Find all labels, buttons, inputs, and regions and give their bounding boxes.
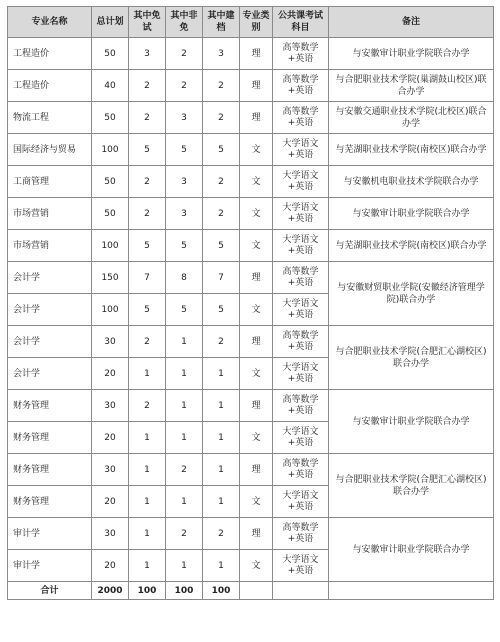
nonexempt-cell: 1: [166, 486, 203, 518]
exam-subject-cell: 高等数学+英语: [273, 454, 329, 486]
total-plan-cell: 30: [92, 518, 129, 550]
exempt-cell: 1: [129, 358, 166, 390]
total-nonexempt-sum: 100: [166, 582, 203, 600]
exempt-cell: 1: [129, 454, 166, 486]
total-plan-cell: 50: [92, 166, 129, 198]
major-name-cell: 国际经济与贸易: [8, 134, 92, 166]
archive-cell: 7: [203, 262, 240, 294]
major-name-cell: 会计学: [8, 294, 92, 326]
category-cell: 理: [240, 70, 273, 102]
remarks-cell: 与安徽交通职业技术学院(北校区)联合办学: [329, 102, 494, 134]
total-empty-cell: [329, 582, 494, 600]
total-archive-sum: 100: [203, 582, 240, 600]
major-name-cell: 财务管理: [8, 486, 92, 518]
exam-subject-cell: 高等数学+英语: [273, 70, 329, 102]
exempt-cell: 1: [129, 518, 166, 550]
remarks-cell: 与安徽审计职业学院联合办学: [329, 518, 494, 582]
exempt-cell: 1: [129, 550, 166, 582]
archive-cell: 1: [203, 358, 240, 390]
exempt-cell: 2: [129, 70, 166, 102]
table-row: [8, 38, 494, 70]
total-plan-cell: 30: [92, 454, 129, 486]
remarks-cell: 与合肥职业技术学院(合肥汇心湖校区)联合办学: [329, 326, 494, 390]
total-plan-cell: 30: [92, 326, 129, 358]
exempt-cell: 3: [129, 38, 166, 70]
exam-subject-cell: 大学语文+英语: [273, 294, 329, 326]
header-non-exempt: 其中非免: [166, 7, 203, 38]
archive-cell: 2: [203, 326, 240, 358]
archive-cell: 1: [203, 486, 240, 518]
table-row: [8, 454, 494, 486]
nonexempt-cell: 3: [166, 166, 203, 198]
exam-subject-cell: 大学语文+英语: [273, 486, 329, 518]
major-name-cell: 财务管理: [8, 454, 92, 486]
total-plan-cell: 20: [92, 358, 129, 390]
major-name-cell: 工程造价: [8, 70, 92, 102]
exam-subject-cell: 大学语文+英语: [273, 230, 329, 262]
exam-subject-cell: 高等数学+英语: [273, 518, 329, 550]
category-cell: 文: [240, 550, 273, 582]
exam-subject-cell: 大学语文+英语: [273, 422, 329, 454]
remarks-cell: 与安徽机电职业技术学院联合办学: [329, 166, 494, 198]
total-plan-cell: 50: [92, 102, 129, 134]
archive-cell: 2: [203, 198, 240, 230]
remarks-cell: 与合肥职业技术学院(巢湖鼓山校区)联合办学: [329, 70, 494, 102]
header-archive: 其中建档: [203, 7, 240, 38]
total-plan-cell: 100: [92, 230, 129, 262]
archive-cell: 5: [203, 294, 240, 326]
total-plan-cell: 40: [92, 70, 129, 102]
header-major-name: 专业名称: [8, 7, 92, 38]
major-name-cell: 市场营销: [8, 198, 92, 230]
major-name-cell: 会计学: [8, 326, 92, 358]
table-row: [8, 262, 494, 294]
category-cell: 理: [240, 38, 273, 70]
major-name-cell: 物流工程: [8, 102, 92, 134]
enrollment-table-wrapper: [7, 6, 494, 600]
archive-cell: 2: [203, 518, 240, 550]
exam-subject-cell: 高等数学+英语: [273, 102, 329, 134]
nonexempt-cell: 2: [166, 454, 203, 486]
total-plan-cell: 20: [92, 422, 129, 454]
table-row: [8, 518, 494, 550]
remarks-cell: 与安徽审计职业学院联合办学: [329, 38, 494, 70]
nonexempt-cell: 3: [166, 198, 203, 230]
total-plan-cell: 50: [92, 198, 129, 230]
archive-cell: 1: [203, 422, 240, 454]
remarks-cell: 与芜湖职业技术学院(南校区)联合办学: [329, 134, 494, 166]
total-plan-cell: 20: [92, 550, 129, 582]
nonexempt-cell: 1: [166, 358, 203, 390]
major-name-cell: 会计学: [8, 358, 92, 390]
nonexempt-cell: 5: [166, 294, 203, 326]
nonexempt-cell: 1: [166, 326, 203, 358]
total-plan-cell: 150: [92, 262, 129, 294]
remarks-cell: 与合肥职业技术学院(合肥汇心湖校区)联合办学: [329, 454, 494, 518]
archive-cell: 2: [203, 70, 240, 102]
major-name-cell: 财务管理: [8, 390, 92, 422]
category-cell: 理: [240, 326, 273, 358]
total-plan-cell: 50: [92, 38, 129, 70]
total-exempt-sum: 100: [129, 582, 166, 600]
total-empty-cell: [240, 582, 273, 600]
exempt-cell: 1: [129, 486, 166, 518]
nonexempt-cell: 1: [166, 390, 203, 422]
major-name-cell: 审计学: [8, 550, 92, 582]
category-cell: 理: [240, 102, 273, 134]
exam-subject-cell: 高等数学+英语: [273, 38, 329, 70]
archive-cell: 1: [203, 550, 240, 582]
total-plan-cell: 100: [92, 294, 129, 326]
header-exam-subject: 公共课考试科目: [273, 7, 329, 38]
major-name-cell: 市场营销: [8, 230, 92, 262]
category-cell: 文: [240, 166, 273, 198]
nonexempt-cell: 5: [166, 134, 203, 166]
enrollment-plan-table: [7, 6, 494, 600]
exam-subject-cell: 大学语文+英语: [273, 166, 329, 198]
header-remarks: 备注: [329, 7, 494, 38]
exempt-cell: 2: [129, 166, 166, 198]
major-name-cell: 审计学: [8, 518, 92, 550]
category-cell: 文: [240, 422, 273, 454]
major-name-cell: 工商管理: [8, 166, 92, 198]
header-row: [8, 7, 494, 38]
remarks-cell: 与安徽财贸职业学院(安徽经济管理学院)联合办学: [329, 262, 494, 326]
total-plan-sum: 2000: [92, 582, 129, 600]
exam-subject-cell: 高等数学+英语: [273, 262, 329, 294]
total-label: 合计: [8, 582, 92, 600]
exam-subject-cell: 大学语文+英语: [273, 358, 329, 390]
archive-cell: 2: [203, 102, 240, 134]
archive-cell: 1: [203, 454, 240, 486]
remarks-cell: 与安徽审计职业学院联合办学: [329, 198, 494, 230]
exempt-cell: 5: [129, 294, 166, 326]
category-cell: 理: [240, 454, 273, 486]
archive-cell: 2: [203, 166, 240, 198]
table-row: [8, 230, 494, 262]
archive-cell: 1: [203, 390, 240, 422]
nonexempt-cell: 8: [166, 262, 203, 294]
category-cell: 理: [240, 262, 273, 294]
exempt-cell: 1: [129, 422, 166, 454]
table-row: [8, 102, 494, 134]
exempt-cell: 2: [129, 102, 166, 134]
table-body: [8, 38, 494, 582]
nonexempt-cell: 5: [166, 230, 203, 262]
exam-subject-cell: 大学语文+英语: [273, 134, 329, 166]
exempt-cell: 7: [129, 262, 166, 294]
header-category: 专业类别: [240, 7, 273, 38]
nonexempt-cell: 2: [166, 38, 203, 70]
total-plan-cell: 30: [92, 390, 129, 422]
major-name-cell: 工程造价: [8, 38, 92, 70]
remarks-cell: 与芜湖职业技术学院(南校区)联合办学: [329, 230, 494, 262]
archive-cell: 5: [203, 230, 240, 262]
total-plan-cell: 100: [92, 134, 129, 166]
total-empty-cell: [273, 582, 329, 600]
nonexempt-cell: 1: [166, 422, 203, 454]
exam-subject-cell: 高等数学+英语: [273, 390, 329, 422]
exempt-cell: 2: [129, 326, 166, 358]
header-total-plan: 总计划: [92, 7, 129, 38]
exempt-cell: 5: [129, 230, 166, 262]
table-row: [8, 70, 494, 102]
major-name-cell: 会计学: [8, 262, 92, 294]
category-cell: 文: [240, 198, 273, 230]
nonexempt-cell: 2: [166, 518, 203, 550]
exempt-cell: 2: [129, 198, 166, 230]
exempt-cell: 2: [129, 390, 166, 422]
category-cell: 文: [240, 294, 273, 326]
total-row: [8, 582, 494, 600]
nonexempt-cell: 2: [166, 70, 203, 102]
table-row: [8, 390, 494, 422]
table-row: [8, 198, 494, 230]
total-plan-cell: 20: [92, 486, 129, 518]
exam-subject-cell: 高等数学+英语: [273, 326, 329, 358]
table-row: [8, 326, 494, 358]
table-row: [8, 134, 494, 166]
category-cell: 理: [240, 390, 273, 422]
table-row: [8, 166, 494, 198]
archive-cell: 5: [203, 134, 240, 166]
exam-subject-cell: 大学语文+英语: [273, 198, 329, 230]
exempt-cell: 5: [129, 134, 166, 166]
major-name-cell: 财务管理: [8, 422, 92, 454]
remarks-cell: 与安徽审计职业学院联合办学: [329, 390, 494, 454]
nonexempt-cell: 1: [166, 550, 203, 582]
exam-subject-cell: 大学语文+英语: [273, 550, 329, 582]
category-cell: 文: [240, 230, 273, 262]
header-exempt: 其中免试: [129, 7, 166, 38]
category-cell: 文: [240, 486, 273, 518]
archive-cell: 3: [203, 38, 240, 70]
category-cell: 文: [240, 134, 273, 166]
category-cell: 文: [240, 358, 273, 390]
category-cell: 理: [240, 518, 273, 550]
nonexempt-cell: 3: [166, 102, 203, 134]
